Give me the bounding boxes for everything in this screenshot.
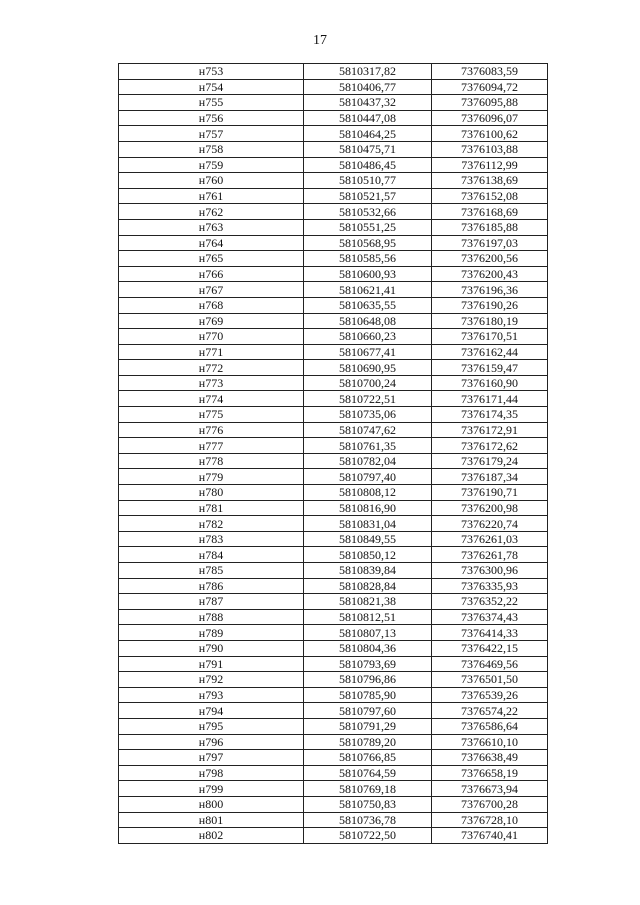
y-coordinate-cell: 7376160,90	[432, 375, 548, 391]
y-coordinate-cell: 7376196,36	[432, 282, 548, 298]
table-row	[119, 329, 548, 345]
x-coordinate-cell: 5810769,18	[304, 781, 432, 797]
x-coordinate-cell: 5810828,84	[304, 578, 432, 594]
table-row	[119, 266, 548, 282]
point-id-cell: н762	[119, 204, 304, 220]
x-coordinate-cell: 5810677,41	[304, 344, 432, 360]
table-row	[119, 609, 548, 625]
table-row	[119, 251, 548, 267]
table-row	[119, 469, 548, 485]
y-coordinate-cell: 7376374,43	[432, 609, 548, 625]
y-coordinate-cell: 7376261,78	[432, 547, 548, 563]
x-coordinate-cell: 5810782,04	[304, 453, 432, 469]
table-row	[119, 828, 548, 844]
table-row	[119, 500, 548, 516]
y-coordinate-cell: 7376138,69	[432, 173, 548, 189]
x-coordinate-cell: 5810785,90	[304, 687, 432, 703]
table-row	[119, 313, 548, 329]
point-id-cell: н756	[119, 110, 304, 126]
y-coordinate-cell: 7376096,07	[432, 110, 548, 126]
y-coordinate-cell: 7376190,26	[432, 297, 548, 313]
table-row	[119, 765, 548, 781]
x-coordinate-cell: 5810722,51	[304, 391, 432, 407]
x-coordinate-cell: 5810635,55	[304, 297, 432, 313]
point-id-cell: н794	[119, 703, 304, 719]
table-row	[119, 547, 548, 563]
y-coordinate-cell: 7376187,34	[432, 469, 548, 485]
y-coordinate-cell: 7376574,22	[432, 703, 548, 719]
y-coordinate-cell: 7376700,28	[432, 796, 548, 812]
x-coordinate-cell: 5810621,41	[304, 282, 432, 298]
table-row	[119, 407, 548, 423]
x-coordinate-cell: 5810791,29	[304, 718, 432, 734]
y-coordinate-cell: 7376352,22	[432, 594, 548, 610]
y-coordinate-cell: 7376414,33	[432, 625, 548, 641]
point-id-cell: н766	[119, 266, 304, 282]
y-coordinate-cell: 7376172,62	[432, 438, 548, 454]
point-id-cell: н788	[119, 609, 304, 625]
y-coordinate-cell: 7376200,56	[432, 251, 548, 267]
point-id-cell: н782	[119, 516, 304, 532]
table-row	[119, 531, 548, 547]
y-coordinate-cell: 7376200,98	[432, 500, 548, 516]
y-coordinate-cell: 7376162,44	[432, 344, 548, 360]
table-row	[119, 594, 548, 610]
x-coordinate-cell: 5810747,62	[304, 422, 432, 438]
x-coordinate-cell: 5810831,04	[304, 516, 432, 532]
table-row	[119, 578, 548, 594]
y-coordinate-cell: 7376171,44	[432, 391, 548, 407]
x-coordinate-cell: 5810700,24	[304, 375, 432, 391]
table-row	[119, 126, 548, 142]
point-id-cell: н801	[119, 812, 304, 828]
y-coordinate-cell: 7376610,10	[432, 734, 548, 750]
y-coordinate-cell: 7376168,69	[432, 204, 548, 220]
x-coordinate-cell: 5810797,60	[304, 703, 432, 719]
table-row	[119, 625, 548, 641]
table-row	[119, 282, 548, 298]
table-row	[119, 344, 548, 360]
point-id-cell: н796	[119, 734, 304, 750]
point-id-cell: н753	[119, 64, 304, 80]
y-coordinate-cell: 7376174,35	[432, 407, 548, 423]
table-row	[119, 360, 548, 376]
x-coordinate-cell: 5810816,90	[304, 500, 432, 516]
point-id-cell: н792	[119, 672, 304, 688]
point-id-cell: н771	[119, 344, 304, 360]
point-id-cell: н787	[119, 594, 304, 610]
y-coordinate-cell: 7376261,03	[432, 531, 548, 547]
point-id-cell: н797	[119, 750, 304, 766]
table-row	[119, 687, 548, 703]
table-row	[119, 656, 548, 672]
table-row	[119, 297, 548, 313]
point-id-cell: н761	[119, 188, 304, 204]
point-id-cell: н754	[119, 79, 304, 95]
point-id-cell: н776	[119, 422, 304, 438]
table-row	[119, 204, 548, 220]
x-coordinate-cell: 5810521,57	[304, 188, 432, 204]
table-row	[119, 640, 548, 656]
table-row	[119, 235, 548, 251]
point-id-cell: н798	[119, 765, 304, 781]
point-id-cell: н768	[119, 297, 304, 313]
x-coordinate-cell: 5810812,51	[304, 609, 432, 625]
y-coordinate-cell: 7376172,91	[432, 422, 548, 438]
y-coordinate-cell: 7376658,19	[432, 765, 548, 781]
y-coordinate-cell: 7376501,50	[432, 672, 548, 688]
table-row	[119, 438, 548, 454]
table-row	[119, 141, 548, 157]
table-row	[119, 422, 548, 438]
x-coordinate-cell: 5810585,56	[304, 251, 432, 267]
table-row	[119, 812, 548, 828]
table-row	[119, 453, 548, 469]
x-coordinate-cell: 5810447,08	[304, 110, 432, 126]
x-coordinate-cell: 5810839,84	[304, 563, 432, 579]
y-coordinate-cell: 7376740,41	[432, 828, 548, 844]
y-coordinate-cell: 7376220,74	[432, 516, 548, 532]
y-coordinate-cell: 7376094,72	[432, 79, 548, 95]
y-coordinate-cell: 7376159,47	[432, 360, 548, 376]
point-id-cell: н800	[119, 796, 304, 812]
point-id-cell: н758	[119, 141, 304, 157]
y-coordinate-cell: 7376112,99	[432, 157, 548, 173]
y-coordinate-cell: 7376100,62	[432, 126, 548, 142]
table-row	[119, 796, 548, 812]
point-id-cell: н767	[119, 282, 304, 298]
x-coordinate-cell: 5810808,12	[304, 485, 432, 501]
x-coordinate-cell: 5810486,45	[304, 157, 432, 173]
x-coordinate-cell: 5810736,78	[304, 812, 432, 828]
table-row	[119, 485, 548, 501]
point-id-cell: н772	[119, 360, 304, 376]
table-row	[119, 516, 548, 532]
y-coordinate-cell: 7376095,88	[432, 95, 548, 111]
y-coordinate-cell: 7376185,88	[432, 219, 548, 235]
y-coordinate-cell: 7376469,56	[432, 656, 548, 672]
point-id-cell: н773	[119, 375, 304, 391]
point-id-cell: н760	[119, 173, 304, 189]
x-coordinate-cell: 5810600,93	[304, 266, 432, 282]
table-row	[119, 95, 548, 111]
x-coordinate-cell: 5810722,50	[304, 828, 432, 844]
table-row	[119, 375, 548, 391]
table-row	[119, 79, 548, 95]
point-id-cell: н774	[119, 391, 304, 407]
y-coordinate-cell: 7376152,08	[432, 188, 548, 204]
table-row	[119, 703, 548, 719]
point-id-cell: н791	[119, 656, 304, 672]
point-id-cell: н764	[119, 235, 304, 251]
x-coordinate-cell: 5810690,95	[304, 360, 432, 376]
point-id-cell: н781	[119, 500, 304, 516]
y-coordinate-cell: 7376539,26	[432, 687, 548, 703]
point-id-cell: н765	[119, 251, 304, 267]
point-id-cell: н793	[119, 687, 304, 703]
table-row	[119, 64, 548, 80]
y-coordinate-cell: 7376180,19	[432, 313, 548, 329]
x-coordinate-cell: 5810464,25	[304, 126, 432, 142]
x-coordinate-cell: 5810796,86	[304, 672, 432, 688]
point-id-cell: н769	[119, 313, 304, 329]
point-id-cell: н786	[119, 578, 304, 594]
point-id-cell: н770	[119, 329, 304, 345]
y-coordinate-cell: 7376197,03	[432, 235, 548, 251]
y-coordinate-cell: 7376422,15	[432, 640, 548, 656]
x-coordinate-cell: 5810532,66	[304, 204, 432, 220]
point-id-cell: н799	[119, 781, 304, 797]
point-id-cell: н763	[119, 219, 304, 235]
y-coordinate-cell: 7376200,43	[432, 266, 548, 282]
x-coordinate-cell: 5810648,08	[304, 313, 432, 329]
y-coordinate-cell: 7376586,64	[432, 718, 548, 734]
y-coordinate-cell: 7376103,88	[432, 141, 548, 157]
x-coordinate-cell: 5810660,23	[304, 329, 432, 345]
point-id-cell: н779	[119, 469, 304, 485]
point-id-cell: н783	[119, 531, 304, 547]
x-coordinate-cell: 5810317,82	[304, 64, 432, 80]
point-id-cell: н795	[119, 718, 304, 734]
x-coordinate-cell: 5810735,06	[304, 407, 432, 423]
x-coordinate-cell: 5810789,20	[304, 734, 432, 750]
table-row	[119, 734, 548, 750]
x-coordinate-cell: 5810764,59	[304, 765, 432, 781]
point-id-cell: н790	[119, 640, 304, 656]
x-coordinate-cell: 5810766,85	[304, 750, 432, 766]
x-coordinate-cell: 5810793,69	[304, 656, 432, 672]
x-coordinate-cell: 5810761,35	[304, 438, 432, 454]
coordinates-table-body	[119, 64, 548, 844]
x-coordinate-cell: 5810797,40	[304, 469, 432, 485]
y-coordinate-cell: 7376190,71	[432, 485, 548, 501]
y-coordinate-cell: 7376179,24	[432, 453, 548, 469]
x-coordinate-cell: 5810406,77	[304, 79, 432, 95]
coordinates-table	[118, 63, 548, 844]
x-coordinate-cell: 5810807,13	[304, 625, 432, 641]
y-coordinate-cell: 7376300,96	[432, 563, 548, 579]
point-id-cell: н775	[119, 407, 304, 423]
point-id-cell: н759	[119, 157, 304, 173]
point-id-cell: н802	[119, 828, 304, 844]
y-coordinate-cell: 7376170,51	[432, 329, 548, 345]
y-coordinate-cell: 7376083,59	[432, 64, 548, 80]
table-row	[119, 781, 548, 797]
table-row	[119, 391, 548, 407]
x-coordinate-cell: 5810850,12	[304, 547, 432, 563]
x-coordinate-cell: 5810437,32	[304, 95, 432, 111]
table-row	[119, 563, 548, 579]
point-id-cell: н780	[119, 485, 304, 501]
table-row	[119, 157, 548, 173]
point-id-cell: н778	[119, 453, 304, 469]
x-coordinate-cell: 5810510,77	[304, 173, 432, 189]
table-row	[119, 173, 548, 189]
table-row	[119, 110, 548, 126]
y-coordinate-cell: 7376335,93	[432, 578, 548, 594]
table-row	[119, 718, 548, 734]
y-coordinate-cell: 7376673,94	[432, 781, 548, 797]
page-number: 17	[313, 33, 327, 48]
point-id-cell: н755	[119, 95, 304, 111]
point-id-cell: н777	[119, 438, 304, 454]
y-coordinate-cell: 7376728,10	[432, 812, 548, 828]
point-id-cell: н785	[119, 563, 304, 579]
y-coordinate-cell: 7376638,49	[432, 750, 548, 766]
table-row	[119, 219, 548, 235]
x-coordinate-cell: 5810750,83	[304, 796, 432, 812]
x-coordinate-cell: 5810804,36	[304, 640, 432, 656]
point-id-cell: н784	[119, 547, 304, 563]
table-row	[119, 188, 548, 204]
x-coordinate-cell: 5810821,38	[304, 594, 432, 610]
x-coordinate-cell: 5810551,25	[304, 219, 432, 235]
x-coordinate-cell: 5810475,71	[304, 141, 432, 157]
x-coordinate-cell: 5810568,95	[304, 235, 432, 251]
point-id-cell: н757	[119, 126, 304, 142]
x-coordinate-cell: 5810849,55	[304, 531, 432, 547]
table-row	[119, 672, 548, 688]
table-row	[119, 750, 548, 766]
point-id-cell: н789	[119, 625, 304, 641]
